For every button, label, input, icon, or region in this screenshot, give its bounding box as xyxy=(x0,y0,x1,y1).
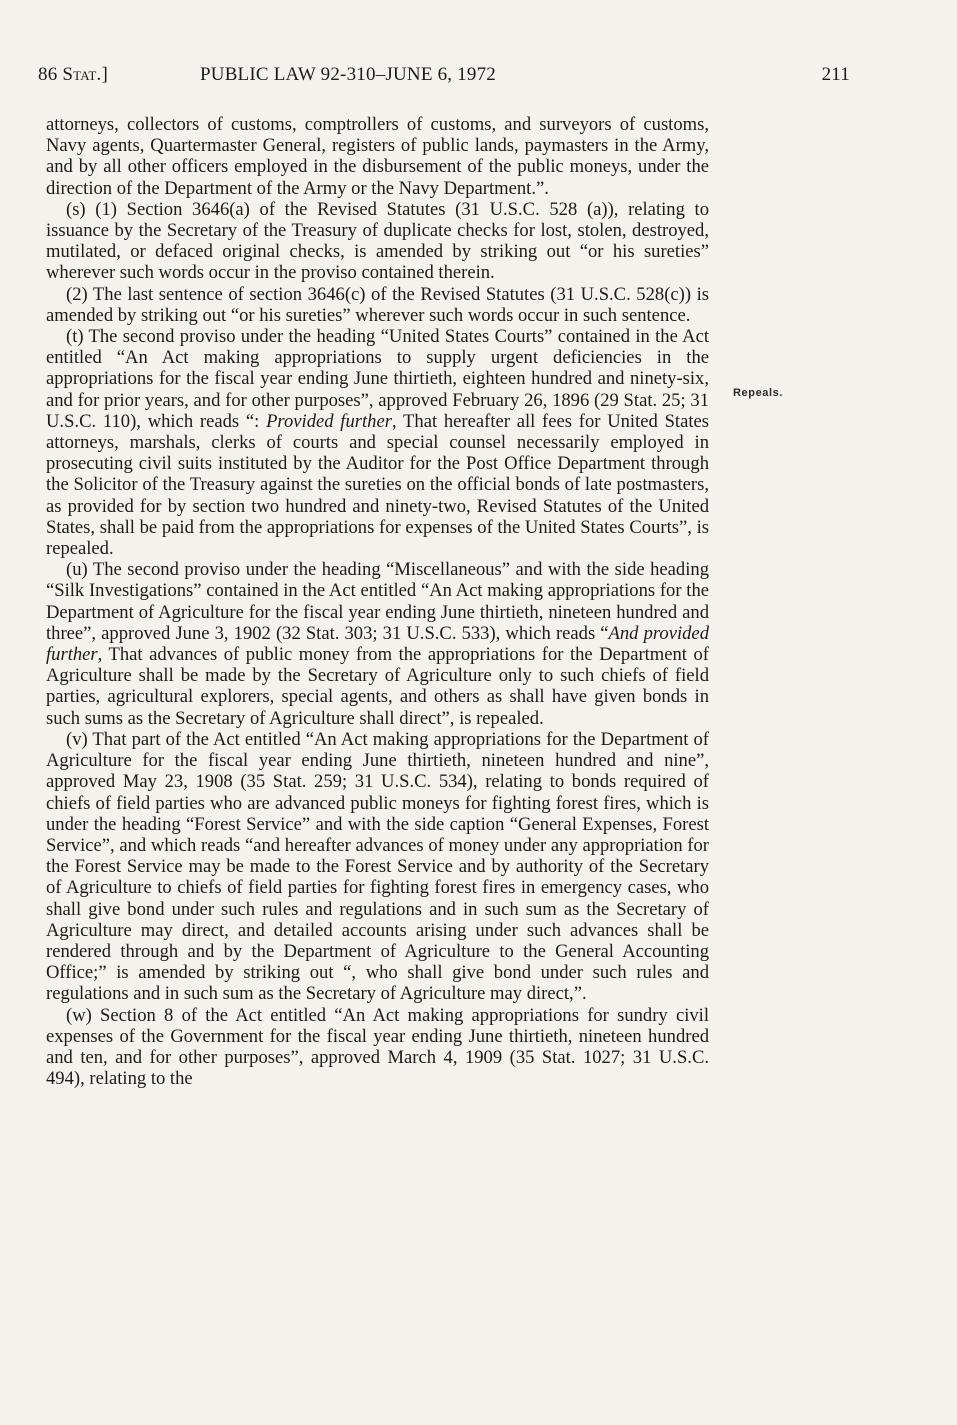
text-run: attorneys, collectors of customs, comptrollers of customs, and surveyors of customs, Navy agents, Quartermaster General, registers of public lands, paymasters in the Army, and by all other officers employed in the disbursement of the public moneys, under the direction of the Department of the Army or the Navy Department.”. xyxy=(46,114,709,199)
law-text-body xyxy=(46,114,709,1089)
statute-reference: 86 Stat.] xyxy=(38,64,108,85)
paragraph xyxy=(46,559,709,729)
page-header xyxy=(38,64,850,92)
margin-note-repeals: Repeals. xyxy=(733,387,784,399)
paragraph xyxy=(46,326,709,559)
text-run: (v) That part of the Act entitled “An Act making appropriations for the Department of Agriculture for the fiscal year ending June thirtieth, nineteen hundred and nine”, approved May 23, 1908 (35 Stat. 259; 31 U.S.C. 534), relating to bonds required of chiefs of field parties who are advanced public moneys for fighting forest fires, which is under the heading “Forest Service” and with the side caption “General Expenses, Forest Service”, and which reads “and hereafter advances of money under any appropriation for the Forest Service may be made to the Forest Service and by authority of the Secretary of Agriculture to chiefs of field parties for fighting forest fires in emergency cases, who shall give bond under such rules and regulations and in such sum as the Secretary of Agriculture may direct, and detailed accounts arising under such advances shall be rendered through and by the Department of Agriculture to the General Accounting Office;” is amended by striking out “, who shall give bond under such rules and regulations and in such sum as the Secretary of Agriculture may direct,”. xyxy=(46,728,709,1005)
text-run: , That advances of public money from the appropriations for the Department of Agriculture shall be made by the Secretary of Agriculture only to such chiefs of field parties, agricultural explorers, special agents, and others as shall have given bonds in such sums as the Secretary of Agriculture shall direct”, is repealed. xyxy=(46,644,709,729)
text-run: (2) The last sentence of section 3646(c) of the Revised Statutes (31 U.S.C. 528(c)) is amended by striking out “or his sureties” wherever such words occur in such sentence. xyxy=(46,283,709,326)
text-run: (t) The second proviso under the heading “United States Courts” contained in the Act entitled “An Act making appropriations to supply urgent deficiencies in the appropriations for the fiscal year ending June thirtieth, eighteen hundred and ninety-six, and for prior years, and for other purposes”, approved February 26, 1896 (29 Stat. 25; 31 U.S.C. 110), which reads “: xyxy=(46,326,709,432)
text-run: (s) (1) Section 3646(a) of the Revised Statutes (31 U.S.C. 528 (a)), relating to issuance by the Secretary of the Treasury of duplicate checks for lost, stolen, destroyed, mutilated, or defaced original checks, is amended by striking out “or his sureties” wherever such words occur in the proviso contained therein. xyxy=(46,198,709,284)
paragraph xyxy=(46,1005,709,1090)
text-run: (u) The second proviso under the heading “Miscellaneous” and with the side heading “Silk Investigations” contained in the Act entitled “An Act making appropriations for the Department of Agriculture for the fiscal year ending June thirtieth, nineteen hundred and three”, approved June 3, 1902 (32 Stat. 303; 31 U.S.C. 533), which reads “ xyxy=(46,559,709,644)
text-run: , That hereafter all fees for United States attorneys, marshals, clerks of courts and special counsel necessarily employed in prosecuting civil suits instituted by the Auditor for the Post Office Department through the Solicitor of the Treasury against the sureties on the official bonds of late postmasters, as provided for by section two hundred and ninety-two, Revised Statutes of the United States, shall be paid from the appropriations for expenses of the United States Courts”, is repealed. xyxy=(46,410,709,560)
text-run: (w) Section 8 of the Act entitled “An Act making appropriations for sundry civil expenses of the Government for the fiscal year ending June thirtieth, nineteen hundred and ten, and for other purposes”, approved March 4, 1909 (35 Stat. 1027; 31 U.S.C. 494), relating to the xyxy=(46,1004,709,1090)
page-number: 211 xyxy=(821,64,850,85)
paragraph xyxy=(46,284,709,326)
italic-phrase: And provided further xyxy=(46,622,709,666)
paragraph xyxy=(46,199,709,284)
italic-phrase: Provided further xyxy=(266,410,392,432)
running-title: PUBLIC LAW 92-310–JUNE 6, 1972 xyxy=(200,64,496,85)
paragraph xyxy=(46,114,709,199)
paragraph xyxy=(46,729,709,1005)
